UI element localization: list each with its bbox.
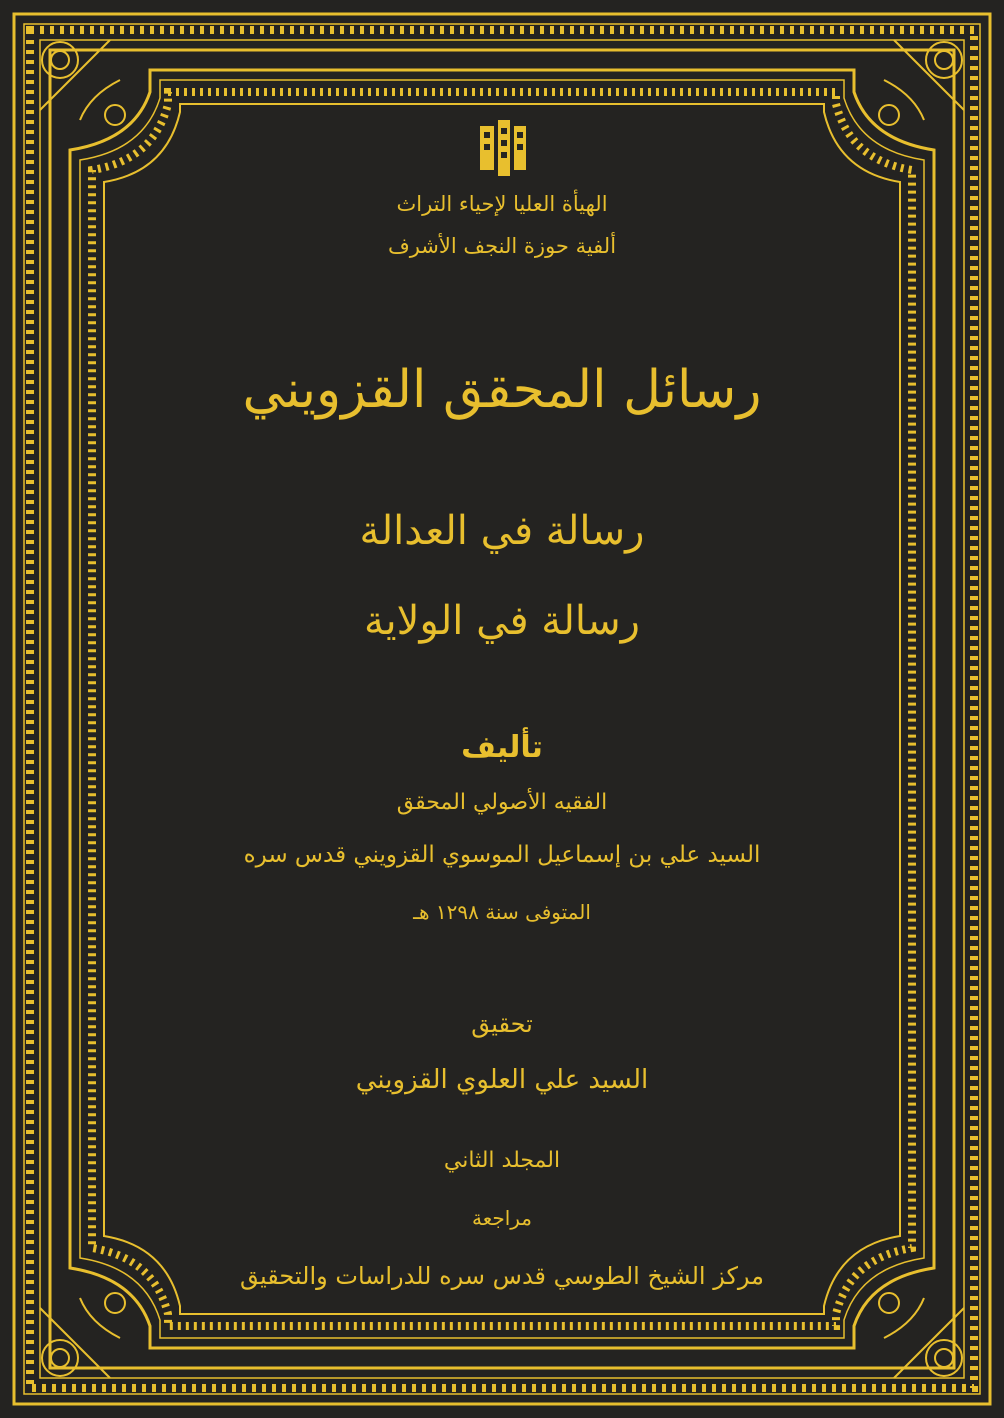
volume-label: المجلد الثاني xyxy=(443,1148,561,1173)
author-name: السيد علي بن إسماعيل الموسوي القزويني قدس سره xyxy=(243,842,761,868)
subtitle-1: رسالة في العدالة xyxy=(359,508,645,554)
authorship-label: تأليف xyxy=(461,730,543,765)
publisher-line-2: ألفية حوزة النجف الأشرف xyxy=(387,234,617,258)
corner-ornament-bottom-right xyxy=(879,1293,964,1378)
author-description: الفقيه الأصولي المحقق xyxy=(396,790,608,815)
editing-label: تحقيق xyxy=(471,1010,533,1038)
editor-name: السيد علي العلوي القزويني xyxy=(355,1065,649,1095)
review-label: مراجعة xyxy=(471,1206,533,1230)
book-title: رسائل المحقق القزويني xyxy=(242,360,762,420)
corner-ornament-bottom-left xyxy=(40,1293,125,1378)
publisher-line-1: الهيأة العليا لإحياء التراث xyxy=(396,192,608,216)
corner-ornament-top-left xyxy=(40,40,125,125)
publisher-logo-icon xyxy=(472,118,534,178)
subtitle-2: رسالة في الولاية xyxy=(364,598,640,644)
author-death-date: المتوفى سنة ١٢٩٨ هـ xyxy=(413,900,591,924)
reviewer-name: مركز الشيخ الطوسي قدس سره للدراسات والتحقيق xyxy=(240,1262,764,1290)
corner-ornament-top-right xyxy=(879,40,964,125)
